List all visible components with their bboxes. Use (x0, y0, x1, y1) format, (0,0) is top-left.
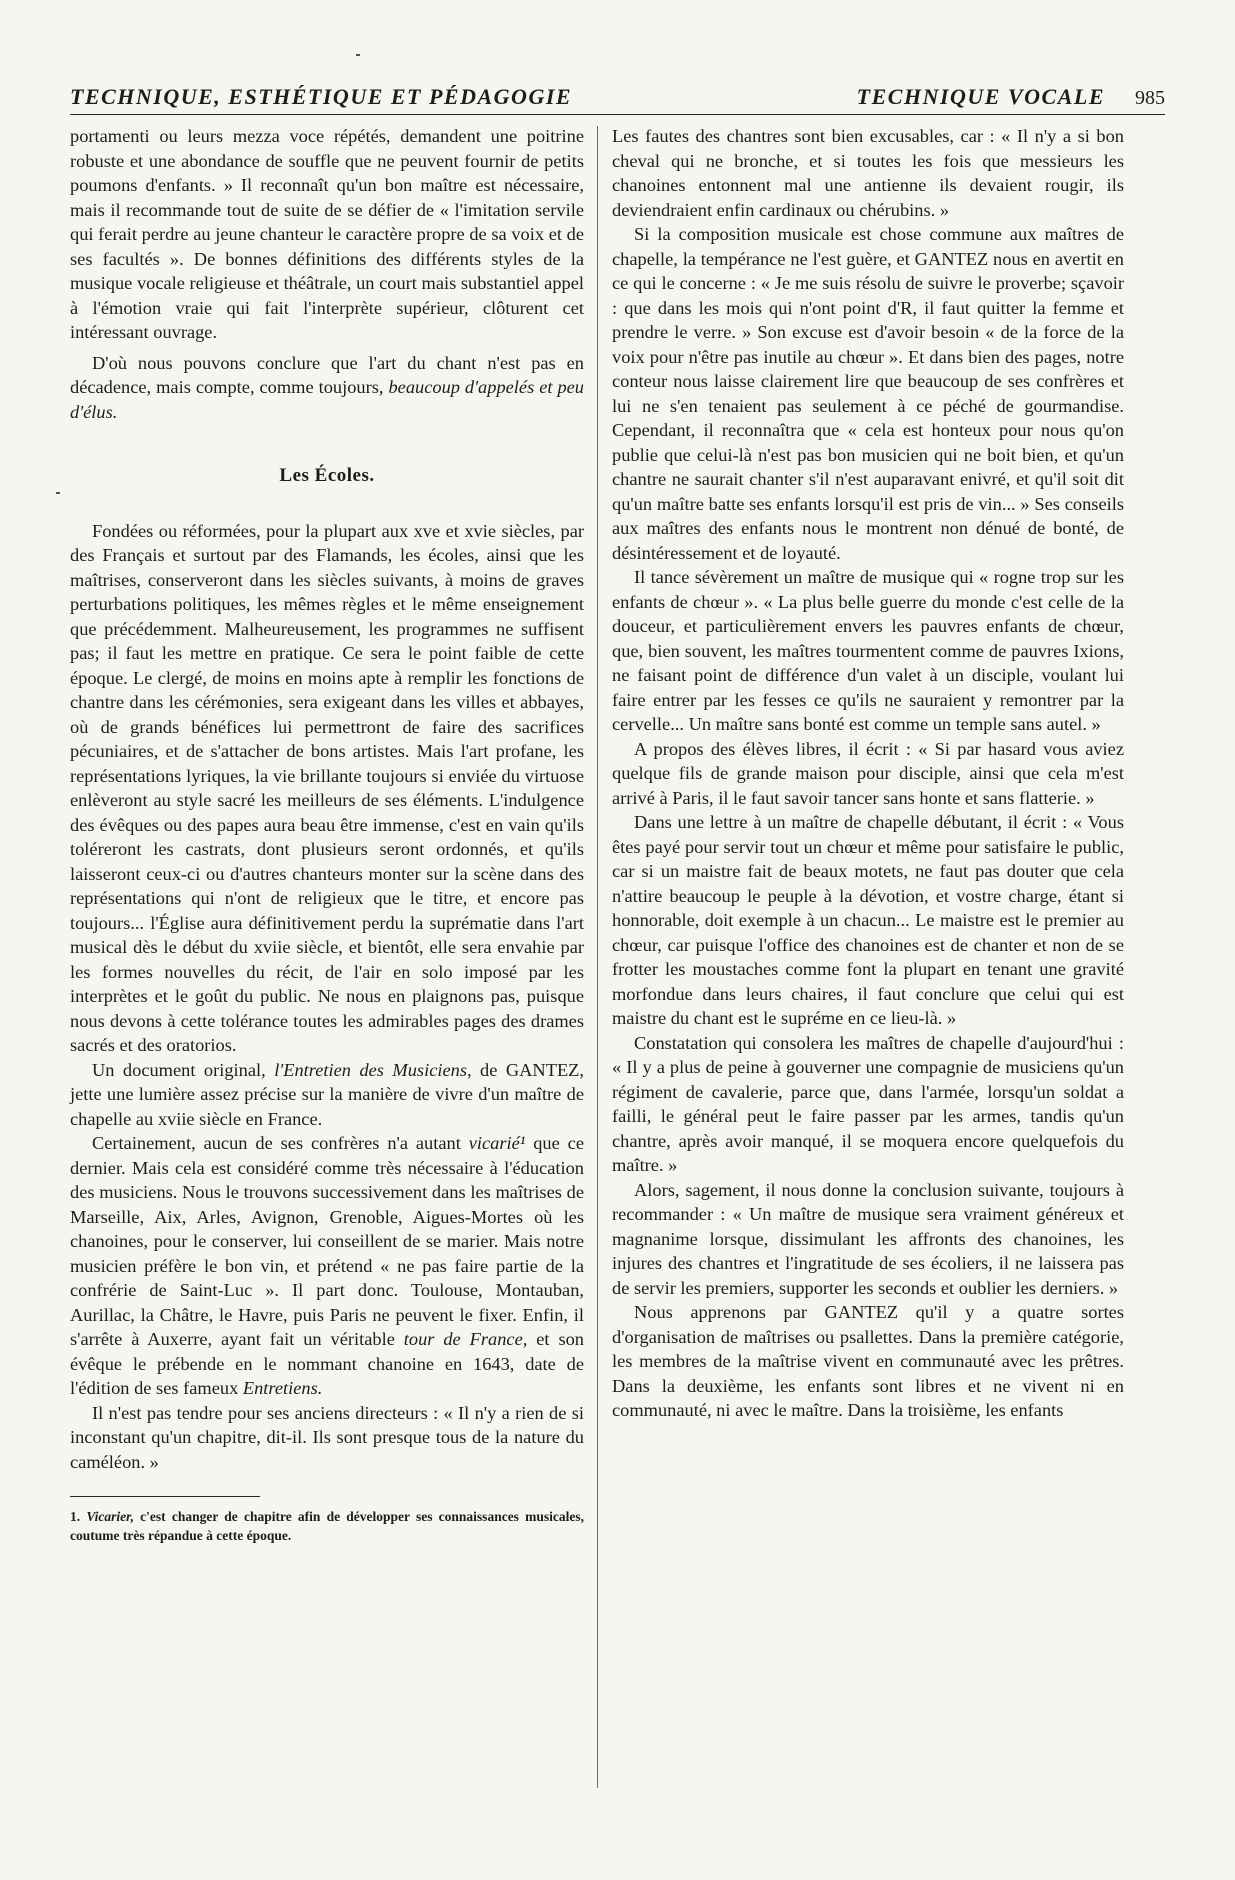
paragraph (70, 1058, 584, 1132)
page-number: 985 (1135, 87, 1165, 109)
footnote (70, 1507, 584, 1545)
right-column (612, 124, 1124, 1423)
paragraph-text: et son évêque le prébende en le nommant chanoine en 1643, date de l'édition de ses fameux (70, 1329, 584, 1398)
paragraph-text: Certainement, aucun de ses confrères n'a autant (92, 1133, 469, 1153)
paragraph-text: de GANTEZ, jette une lumière assez précise sur la manière de vivre d'un maître de chapelle au xviie siècle en France. (70, 1059, 585, 1129)
paragraph-text: Nous apprenons par GANTEZ qu'il y a quatre sortes d'organisation de maîtrises ou psallettes. Dans la première catégorie, les membres de la maîtrise vivent en communauté avec les prêtres. Dans la deuxième, les enfants sont libres et ne vivent ni en communauté, ni avec le maître. Dans la troisième, les enfants (612, 1302, 1124, 1420)
footnote-number: 1. (70, 1509, 87, 1524)
header-right-group (857, 84, 1165, 110)
paragraph-text: Fondées ou réformées, pour la plupart aux xve et xvie siècles, par des Français et surtout par des Flamands, les écoles, ainsi que les maîtrises, conserveront dans les siècles suivants, à moins de graves perturbations politiques, les mêmes règles et le même enseignement que précédemment. Malheureusement, les programmes ne suffisent pas; il faut les mettre en pratique. Ce sera le point faible de cette époque. Le clergé, de moins en moins apte à remplir les fonctions de chantre dans les cérémonies, sera exigeant dans les villes et abbayes, où de grands bénéfices lui permettront de faire des sacrifices pécuniaires, et de s'attacher de bons artistes. Mais l'art profane, les représentations lyriques, la vie brillante toujours si enviée du virtuose enlèveront au style sacré les meilleurs de ses éléments. L'indulgence des évêques ou des papes aura beau être immense, c'est en vain qu'ils toléreront les castrats, dont plusieurs seront ordonnés, et qu'ils laisseront ceux-ci ou d'autres chanteurs monter sur la scène dans des représentations qui n'ont de religieux que le titre, et encore pas toujours... l'Église aura définitivement perdu la suprématie dans l'art musical dès le début du xviie siècle, et bientôt, elle sera envahie par les formes nouvelles du récit, de l'air en solo imposé par les interprètes et le goût du public. Ne nous en plaignons pas, puisque nous devons à cette tolérance toutes les admirables pages des drames sacrés et des oratorios. (70, 520, 584, 1055)
column-divider (597, 126, 598, 1788)
paragraph (70, 1131, 584, 1401)
footnote-term: Vicarier, (86, 1509, 134, 1524)
paragraph-text: Si la composition musicale est chose commune aux maîtres de chapelle, la tempérance ne l'est guère, et GANTEZ nous en avertit en ce qui le concerne : « Je me suis résolu de suivre le proverbe; sçavoir : que dans les mois qui n'ont point d'R, il faut quitter la femme et prendre le verre. » Son excuse est d'avoir besoin « de la force de la voix pour n'être pas inutile au chœur ». Et dans bien des pages, notre conteur nous laisse clairement lire que beaucoup de ses confrères et lui ne s'en tenaient pas seulement à ce péché de gourmandise. Cependant, il reconnaîtra que « cela est honteux pour nous qu'on publie que celui-là n'est pas bon musicien qui ne boit bien, et qu'un chantre ne saurait chanter s'il n'est auparavant enivré, et qu'il soit dit qu'un maître batte ses enfants lorsqu'il est pris de vin... » Ses conseils aux maîtres des enfants nous le montrent non dénué de bonté, de désintéressement et de loyauté. (612, 224, 1124, 563)
paragraph (612, 565, 1124, 737)
paragraph (612, 222, 1124, 565)
paragraph (70, 351, 584, 425)
header-right-title: TECHNIQUE VOCALE (856, 84, 1105, 109)
section-title: Les Écoles. (279, 465, 375, 486)
paragraph-text: D'où nous pouvons conclure que l'art du chant n'est pas en décadence, mais compte, comme toujours, (70, 352, 584, 397)
paragraph-text: Constatation qui consolera les maîtres de chapelle d'aujourd'hui : « Il y a plus de peine à gouverner une compagnie de musiciens qu'un régiment de cavalerie, parce que, dans l'armée, lorsqu'un soldat a failli, le général peut le faire passer par les armes, tandis qu'un chantre, après avoir manqué, il se moquera encore quelquefois du maître. » (612, 1032, 1124, 1175)
paragraph (612, 124, 1124, 222)
paragraph (612, 1300, 1124, 1423)
paragraph-text: Les fautes des chantres sont bien excusables, car : « Il n'y a si bon cheval qui ne bronche, et si toutes les fois que messieurs les chanoines entonnent mal une antienne ils devaient rougir, ils deviendraient enfin cardinaux ou chérubins. » (612, 126, 1124, 220)
paragraph (612, 737, 1124, 811)
italic-term: tour de France, (403, 1329, 528, 1349)
paragraph (612, 1178, 1124, 1301)
paragraph-text: que ce dernier. Mais cela est considéré comme très nécessaire à l'éducation des musiciens. Nous le trouvons successivement dans les maîtrises de Marseille, Aix, Arles, Avignon, Grenoble, Aigues-Mortes où les chanoines, pour le conserver, lui conseillent de se marier. Mais notre musicien préfère le bon vin, et prétend « ne pas faire partie de la confrérie de Saint-Luc ». Il part donc. Toulouse, Montauban, Aurillac, la Châtre, le Havre, puis Paris ne peuvent le fixer. Enfin, il s'arrête à Auxerre, ayant fait un véritable (70, 1133, 584, 1349)
print-mark (356, 54, 360, 56)
book-title: Entretiens. (242, 1378, 323, 1398)
italic-quote: beaucoup d'appelés et peu d'élus. (70, 377, 584, 422)
paragraph (612, 810, 1124, 1031)
header-left-title: TECHNIQUE, ESTHÉTIQUE ET PÉDAGOGIE (70, 84, 573, 109)
paragraph (70, 1401, 584, 1475)
paragraph-text: Alors, sagement, il nous donne la conclusion suivante, toujours à recommander : « Un maître de musique sera vraiment généreux et magnanime lorsque, dissimulant les affronts des chanoines, les injures des chantres et l'ingratitude de ses écoliers, il ne laissera pas de servir les premiers, supporter les seconds et oublier les derniers. » (612, 1179, 1124, 1298)
paragraph-text: portamenti ou leurs mezza voce répétés, demandent une poitrine robuste et une abondance de souffle que ne peuvent fournir de petits poumons d'enfants. » Il reconnaît qu'un bon maître est nécessaire, mais il recommande tout de suite de se défier de « l'imitation servile qui ferait perdre au jeune chanteur le caractère propre de sa voix et de ses facultés ». De bonnes définitions des différents styles de la musique vocale religieuse et théâtrale, un court mais substantiel appel à l'émotion vraie qui fait l'interprète supérieur, clôturent cet intéressant ouvrage. (70, 126, 584, 342)
paragraph-text: A propos des élèves libres, il écrit : « Si par hasard vous aviez quelque fils de grande maison pour disciple, ainsi que cela m'est arrivé à Paris, il le faut savoir tancer sans honte et sans flatterie. » (612, 738, 1124, 808)
left-column (70, 124, 584, 1545)
paragraph-text: Il n'est pas tendre pour ses anciens directeurs : « Il n'y a rien de si inconstant qu'un chapitre, dit-il. Ils sont presque tous de la nature du caméléon. » (70, 1402, 584, 1472)
paragraph (612, 1031, 1124, 1178)
paragraph-text: Un document original, (92, 1059, 275, 1080)
paragraph-text: Dans une lettre à un maître de chapelle débutant, il écrit : « Vous êtes payé pour servir tout un chœur et même pour satisfaire le public, car si un maistre fait de beaux motets, ne faut pas douter que cela n'attire beaucoup le peuple à la dévotion, et vostre charge, étant si honnorable, doit exemple à un chacun... Le maistre est le premier au chœur, car puisque l'office des chanoines est de chanter et non de se frotter les moustaches comme font la plupart en tenant une gravité morfondue dans leurs chaires, il faut conclure que celui qui est maistre du chant est le supréme en ce lieu-là. » (612, 812, 1124, 1028)
paragraph (70, 124, 584, 345)
italic-term: vicarié¹ (468, 1133, 526, 1153)
paragraph-text: Il tance sévèrement un maître de musique qui « rogne trop sur les enfants de chœur ». « La plus belle guerre du monde c'est celle de la douceur, et particulièrement envers les pauvres enfants de chœur, que, bien souvent, les maîtres tourmentent comme de pauvres Ixions, ne faisant point de différence d'un valet à un disciple, voulant lui faire entrer par les fesses ce qu'ils ne sauraient y remontrer par la cervelle... Un maître sans bonté est comme un temple sans autel. » (612, 567, 1124, 734)
footnote-text: c'est changer de chapitre afin de développer ses connaissances musicales, coutume très répandue à cette époque. (70, 1509, 584, 1543)
running-header (70, 84, 1165, 115)
print-mark (56, 492, 60, 494)
paragraph (70, 519, 584, 1058)
book-title: l'Entretien des Musiciens, (274, 1059, 472, 1080)
footnote-divider (70, 1496, 260, 1497)
